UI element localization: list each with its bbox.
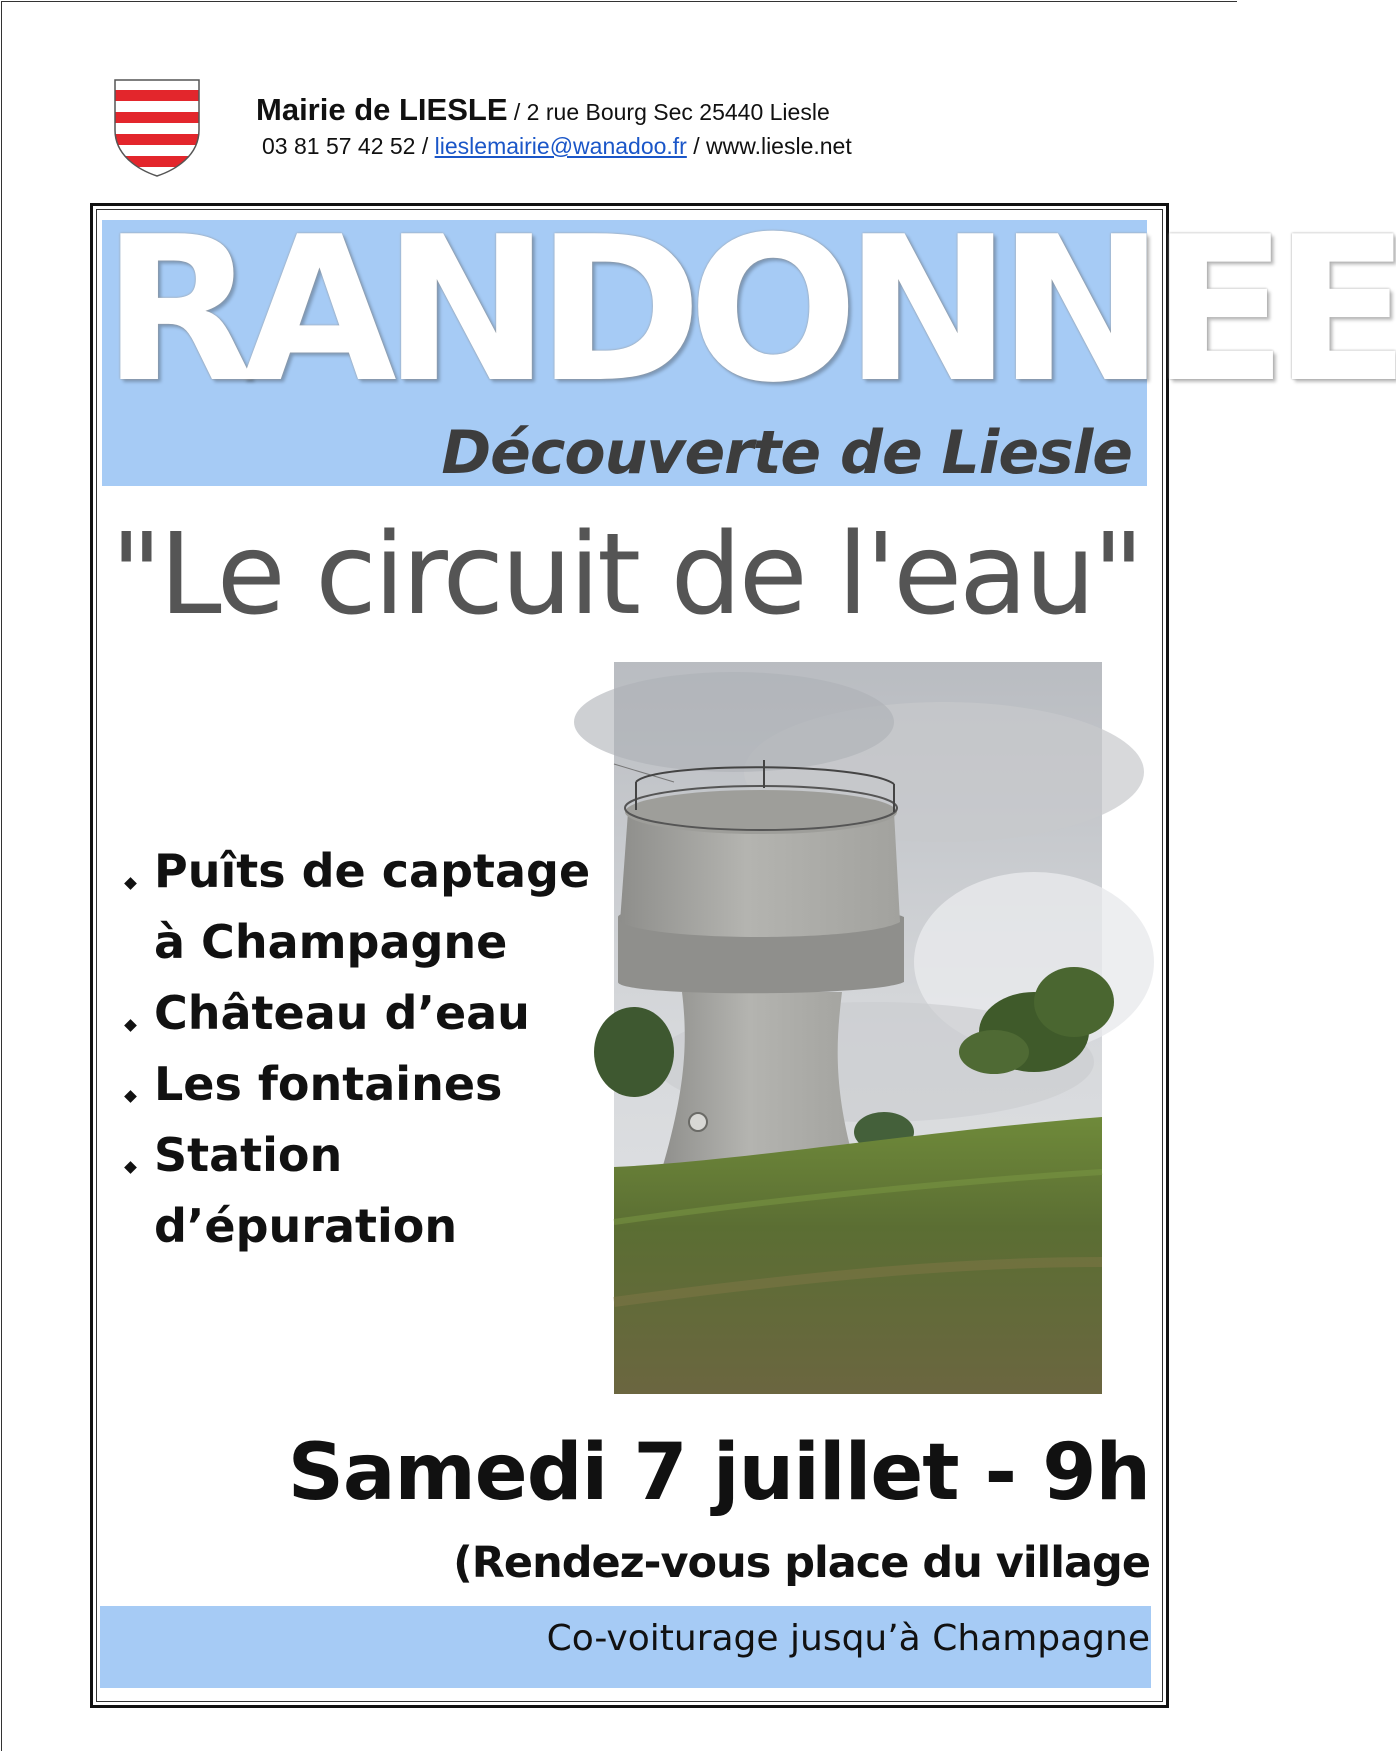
stop-line: Les fontaines [154,1057,503,1111]
mairie-address: / 2 rue Bourg Sec 25440 Liesle [507,99,830,125]
mairie-phone: 03 81 57 42 52 / [262,133,435,159]
stop-line: Puîts de captage [154,844,591,898]
list-item [126,1049,590,1120]
mairie-name: Mairie de LIESLE [256,92,508,127]
stop-line: Station [154,1128,343,1182]
list-item [126,1120,590,1262]
header-contact-line [262,133,852,160]
meeting-point: (Rendez-vous place du village [453,1538,1150,1588]
contact-separator: / [686,133,707,159]
circuit-title: "Le circuit de l'eau" [110,510,1142,640]
water-tower-photo [614,662,1102,1394]
mairie-email-link[interactable]: lieslemairie@wanadoo.fr [434,133,687,159]
poster-subtitle: Découverte de Liesle [441,418,1132,488]
stop-line: à Champagne [154,915,508,969]
event-date: Samedi 7 juillet - 9h [287,1428,1150,1518]
circuit-stops-list [126,836,590,1262]
diamond-bullet-icon [124,1090,137,1103]
header-title-line [256,92,830,128]
list-item [126,836,590,978]
list-item [126,978,590,1049]
liesle-crest-icon [113,78,201,178]
diamond-bullet-icon [124,1161,137,1174]
stop-line: Château d’eau [154,986,530,1040]
carpool-note: Co-voiturage jusqu’à Champagne [546,1618,1150,1659]
mairie-website-link[interactable]: www.liesle.net [706,133,852,159]
diamond-bullet-icon [124,1019,137,1032]
diamond-bullet-icon [124,877,137,890]
stop-line: d’épuration [154,1199,458,1253]
poster-title: RANDONNEE [102,194,1396,427]
